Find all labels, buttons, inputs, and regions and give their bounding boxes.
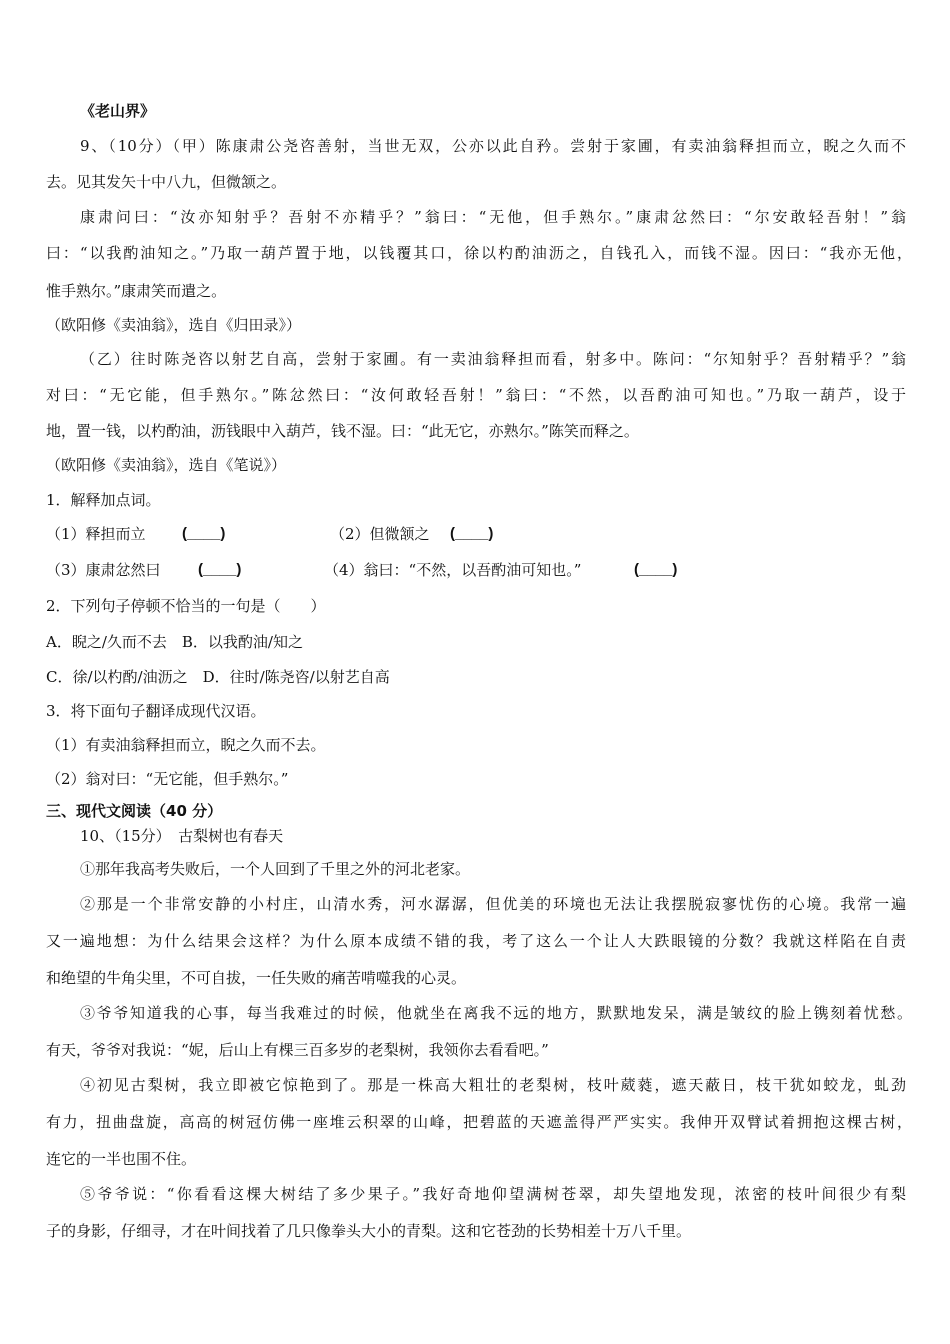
sub-question-1: 1．解释加点词。	[46, 491, 161, 509]
item-1-text: （1）释担而立	[46, 525, 146, 543]
q9-b-line-1: （乙）往时陈尧咨以射艺自高，尝射于家圃。有一卖油翁释担而看，射多中。陈问：“尔知射乎？吾射精乎？”翁	[80, 350, 906, 368]
translate-item-2: （2）翁对曰：“无它能，但手熟尔。”	[46, 770, 289, 788]
q10-para-4-line-1: ④初见古梨树，我立即被它惊艳到了。那是一株高大粗壮的老梨树，枝叶葳蕤，遮天蔽日，枝干犹如蛟龙，虬劲	[80, 1076, 906, 1094]
sub-question-3: 3．将下面句子翻译成现代汉语。	[46, 702, 266, 720]
q10-para-3-line-2: 有天，爷爷对我说：“妮，后山上有棵三百多岁的老梨树，我领你去看看吧。”	[46, 1041, 549, 1059]
item-3-blank[interactable]: (____)	[198, 561, 242, 578]
sub-question-2: 2．下列句子停顿不恰当的一句是（ ）	[46, 597, 326, 615]
q10-heading: 10、（15分） 古梨树也有春天	[80, 827, 284, 845]
q10-para-5-line-2: 子的身影，仔细寻，才在叶间找着了几只像拳头大小的青梨。这和它苍劲的长势相差十万八千里。	[46, 1222, 692, 1240]
item-4-blank[interactable]: (____)	[634, 561, 678, 578]
q9-b-line-2: 对曰：“无它能，但手熟尔。”陈忿然曰：“汝何敢轻吾射！”翁曰：“不然，以吾酌油可知也。”乃取一葫芦，设于	[46, 386, 906, 404]
item-4-text: （4）翁曰：“不然，以吾酌油可知也。”	[324, 561, 582, 579]
options-c-d: C．徐/以杓酌/油沥之 D．往时/陈尧咨/以射艺自高	[46, 668, 390, 686]
q10-para-3-line-1: ③爷爷知道我的心事，每当我难过的时候，他就坐在离我不远的地方，默默地发呆，满是皱纹的脸上镌刻着忧愁。	[80, 1004, 912, 1022]
q10-para-2-line-3: 和绝望的牛角尖里，不可自拔，一任失败的痛苦啃噬我的心灵。	[46, 969, 467, 987]
translate-item-1: （1）有卖油翁释担而立，睨之久而不去。	[46, 736, 326, 754]
section-3-heading: 三、现代文阅读（40 分）	[46, 802, 223, 820]
section-title: 《老山界》	[80, 102, 156, 120]
q9-intro-line-1: 9、（10分）（甲）陈康肃公尧咨善射，当世无双，公亦以此自矜。尝射于家圃，有卖油翁释担而立，睨之久而不	[80, 137, 906, 155]
q10-para-4-line-2: 有力，扭曲盘旋，高高的树冠仿佛一座堆云积翠的山峰，把碧蓝的天遮盖得严严实实。我伸开双臂试着拥抱这棵古树，	[46, 1113, 912, 1131]
q9-para2-line-3: 惟手熟尔。”康肃笑而遣之。	[46, 282, 227, 300]
options-a-b: A．睨之/久而不去 B．以我酌油/知之	[46, 633, 303, 651]
q10-para-2-line-2: 又一遍地想：为什么结果会这样？为什么原本成绩不错的我，考了这么一个让人大跌眼镜的分数？我就这样陷在自责	[46, 932, 906, 950]
q9-b-line-3: 地，置一钱，以杓酌油，沥钱眼中入葫芦，钱不湿。曰：“此无它，亦熟尔。”陈笑而释之。	[46, 422, 639, 440]
item-2-blank[interactable]: (____)	[450, 525, 494, 542]
item-2-text: （2）但微颔之	[330, 525, 430, 543]
q9-para2-line-1: 康肃问曰：“汝亦知射乎？吾射不亦精乎？”翁曰：“无他，但手熟尔。”康肃忿然曰：“尔安敢轻吾射！”翁	[80, 208, 906, 226]
q10-para-1: ①那年我高考失败后，一个人回到了千里之外的河北老家。	[80, 860, 471, 878]
item-1-blank[interactable]: (____)	[182, 525, 226, 542]
source-b: （欧阳修《卖油翁》，选自《笔说》）	[46, 456, 287, 474]
q9-para2-line-2: 曰：“以我酌油知之。”乃取一葫芦置于地，以钱覆其口，徐以杓酌油沥之，自钱孔入，而钱不湿。因曰：“我亦无他，	[46, 244, 912, 262]
q9-intro-line-2: 去。见其发矢十中八九，但微颔之。	[46, 173, 287, 191]
q10-para-2-line-1: ②那是一个非常安静的小村庄，山清水秀，河水潺潺，但优美的环境也无法让我摆脱寂寥忧伤的心境。我常一遍	[80, 895, 906, 913]
item-3-text: （3）康肃忿然曰	[46, 561, 161, 579]
source-a: （欧阳修《卖油翁》，选自《归田录》）	[46, 316, 302, 334]
q10-para-4-line-3: 连它的一半也围不住。	[46, 1150, 197, 1168]
q10-para-5-line-1: ⑤爷爷说：“你看看这棵大树结了多少果子。”我好奇地仰望满树苍翠，却失望地发现，浓密的枝叶间很少有梨	[80, 1185, 906, 1203]
